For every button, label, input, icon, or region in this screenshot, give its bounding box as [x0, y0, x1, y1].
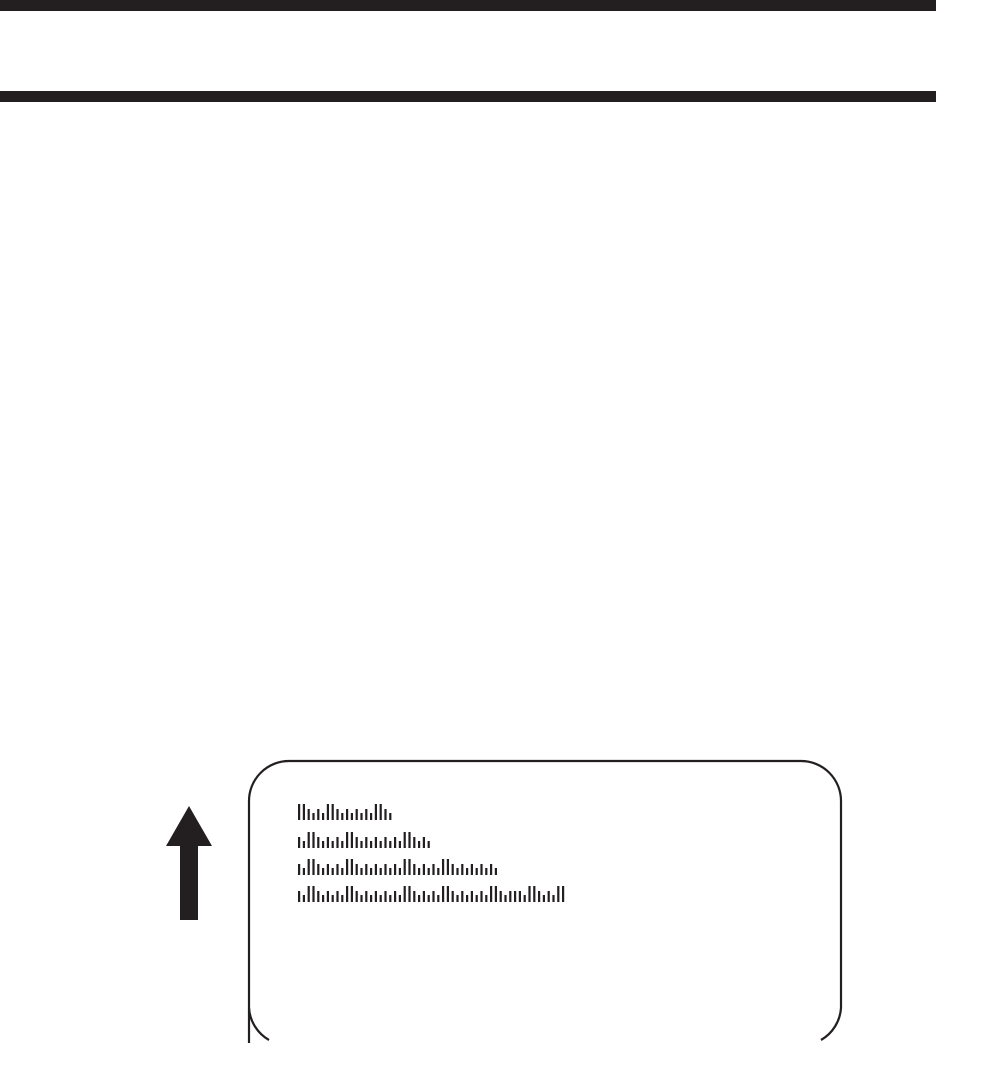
barcode-bar — [389, 895, 391, 902]
barcode-bar — [351, 859, 353, 875]
barcode-bar — [413, 864, 415, 875]
barcode-bar — [332, 868, 334, 875]
barcode-bar — [466, 895, 468, 902]
barcode-bar — [384, 891, 386, 902]
barcode-bar — [452, 864, 454, 875]
barcode-bar — [404, 859, 406, 875]
barcode-bar — [370, 895, 372, 902]
barcode-bar — [370, 813, 372, 820]
barcode-bar — [308, 859, 310, 875]
barcode-bar — [384, 864, 386, 875]
barcode-bar — [384, 837, 386, 848]
barcode-bar — [308, 886, 310, 902]
barcode-bar — [322, 813, 324, 820]
barcode-bar — [322, 868, 324, 875]
barcode-bar — [413, 891, 415, 902]
barcode-bar — [456, 868, 458, 875]
barcode-bar — [327, 837, 329, 848]
barcode-bar — [389, 868, 391, 875]
barcode-bar — [399, 895, 401, 902]
barcode-bar — [312, 859, 314, 875]
barcode-bar — [533, 886, 535, 902]
barcode-bar — [336, 837, 338, 848]
barcode-bar — [514, 891, 516, 902]
barcode-bar — [456, 895, 458, 902]
barcode-bar — [442, 859, 444, 875]
barcode-bar — [408, 886, 410, 902]
barcode-bar — [394, 837, 396, 848]
barcode-bar — [327, 891, 329, 902]
barcode-bar — [389, 841, 391, 848]
barcode-bar — [327, 864, 329, 875]
barcode-bar — [447, 886, 449, 902]
barcode-bar — [346, 832, 348, 848]
barcode-bar — [375, 804, 377, 820]
barcode-bar — [322, 841, 324, 848]
barcode-bar — [375, 864, 377, 875]
barcode-bar — [360, 841, 362, 848]
barcode-bar — [317, 837, 319, 848]
bottom-rule — [0, 91, 936, 102]
barcode-bar — [432, 864, 434, 875]
barcode-bar — [476, 868, 478, 875]
barcode-bar — [437, 895, 439, 902]
barcode-bar — [447, 859, 449, 875]
barcode-bar — [356, 809, 358, 820]
barcode-bar — [432, 891, 434, 902]
barcode-bar — [341, 841, 343, 848]
barcode-bar — [336, 891, 338, 902]
barcode-bar — [308, 809, 310, 820]
top-rule — [0, 0, 936, 11]
barcode-bar — [303, 841, 305, 848]
barcode-bar — [360, 868, 362, 875]
barcode-bar — [404, 886, 406, 902]
barcode-bar — [389, 813, 391, 820]
barcode-bar — [346, 809, 348, 820]
barcode-block — [298, 804, 564, 902]
barcode-bar — [413, 837, 415, 848]
barcode-bar — [298, 891, 300, 902]
barcode-bar — [485, 895, 487, 902]
barcode-bar — [380, 804, 382, 820]
barcode-bar — [370, 868, 372, 875]
barcode-bar — [495, 868, 497, 875]
barcode-bar — [466, 868, 468, 875]
barcode-bar — [346, 859, 348, 875]
barcode-bar — [495, 886, 497, 902]
barcode-bar — [332, 895, 334, 902]
barcode-bar — [351, 832, 353, 848]
barcode-bar — [480, 891, 482, 902]
barcode-line — [298, 886, 564, 902]
barcode-bar — [538, 891, 540, 902]
barcode-bar — [543, 895, 545, 902]
barcode-bar — [528, 886, 530, 902]
barcode-bar — [394, 864, 396, 875]
barcode-bar — [399, 868, 401, 875]
barcode-bar — [471, 891, 473, 902]
barcode-bar — [442, 886, 444, 902]
barcode-bar — [500, 891, 502, 902]
barcode-bar — [461, 891, 463, 902]
barcode-bar — [428, 841, 430, 848]
barcode-bar — [332, 841, 334, 848]
barcode-bar — [476, 895, 478, 902]
mailpiece-corner — [249, 1008, 269, 1040]
barcode-bar — [548, 891, 550, 902]
barcode-bar — [418, 895, 420, 902]
barcode-bar — [356, 864, 358, 875]
barcode-bar — [317, 864, 319, 875]
barcode-bar — [408, 859, 410, 875]
barcode-bar — [375, 837, 377, 848]
barcode-line — [298, 804, 391, 820]
barcode-bar — [490, 864, 492, 875]
barcode-bar — [327, 804, 329, 820]
barcode-bar — [341, 868, 343, 875]
mailpiece — [246, 758, 844, 1048]
barcode-bar — [365, 837, 367, 848]
barcode-bar — [399, 841, 401, 848]
barcode-bar — [360, 813, 362, 820]
barcode-bar — [418, 841, 420, 848]
barcode-bar — [408, 832, 410, 848]
barcode-bar — [365, 809, 367, 820]
barcode-bar — [351, 886, 353, 902]
barcode-bar — [356, 891, 358, 902]
barcode-bar — [332, 804, 334, 820]
barcode-bar — [375, 891, 377, 902]
barcode-bar — [346, 886, 348, 902]
barcode-bar — [360, 895, 362, 902]
barcode-bar — [428, 868, 430, 875]
barcode-bar — [423, 864, 425, 875]
barcode-bar — [423, 891, 425, 902]
up-arrow-icon — [166, 806, 212, 920]
barcode-bar — [552, 895, 554, 902]
barcode-bar — [423, 837, 425, 848]
barcode-bar — [509, 891, 511, 902]
barcode-bar — [485, 868, 487, 875]
barcode-bar — [351, 813, 353, 820]
barcode-line — [298, 832, 430, 848]
barcode-bar — [428, 895, 430, 902]
barcode-bar — [336, 809, 338, 820]
barcode-bar — [557, 886, 559, 902]
barcode-bar — [298, 864, 300, 875]
barcode-bar — [404, 832, 406, 848]
barcode-bar — [336, 864, 338, 875]
barcode-bar — [317, 891, 319, 902]
barcode-bar — [380, 841, 382, 848]
barcode-bar — [341, 813, 343, 820]
barcode-bar — [298, 837, 300, 848]
barcode-bar — [312, 813, 314, 820]
barcode-bar — [380, 868, 382, 875]
barcode-bar — [471, 864, 473, 875]
barcode-bar — [308, 832, 310, 848]
barcode-bar — [524, 895, 526, 902]
barcode-bar — [322, 895, 324, 902]
barcode-bar — [303, 868, 305, 875]
barcode-bar — [461, 864, 463, 875]
barcode-bar — [562, 886, 564, 902]
barcode-bar — [365, 864, 367, 875]
barcode-bar — [519, 891, 521, 902]
barcode-bar — [312, 886, 314, 902]
barcode-bar — [480, 864, 482, 875]
barcode-bar — [341, 895, 343, 902]
barcode-bar — [504, 895, 506, 902]
barcode-bar — [452, 891, 454, 902]
barcode-bar — [370, 841, 372, 848]
barcode-bar — [298, 804, 300, 820]
barcode-bar — [490, 886, 492, 902]
barcode-bar — [365, 891, 367, 902]
barcode-bar — [312, 832, 314, 848]
barcode-bar — [394, 891, 396, 902]
barcode-bar — [384, 809, 386, 820]
barcode-line — [298, 859, 497, 875]
barcode-bar — [303, 895, 305, 902]
barcode-bar — [303, 804, 305, 820]
barcode-bar — [437, 868, 439, 875]
barcode-bar — [317, 809, 319, 820]
barcode-bar — [380, 895, 382, 902]
barcode-bar — [356, 837, 358, 848]
barcode-bar — [418, 868, 420, 875]
